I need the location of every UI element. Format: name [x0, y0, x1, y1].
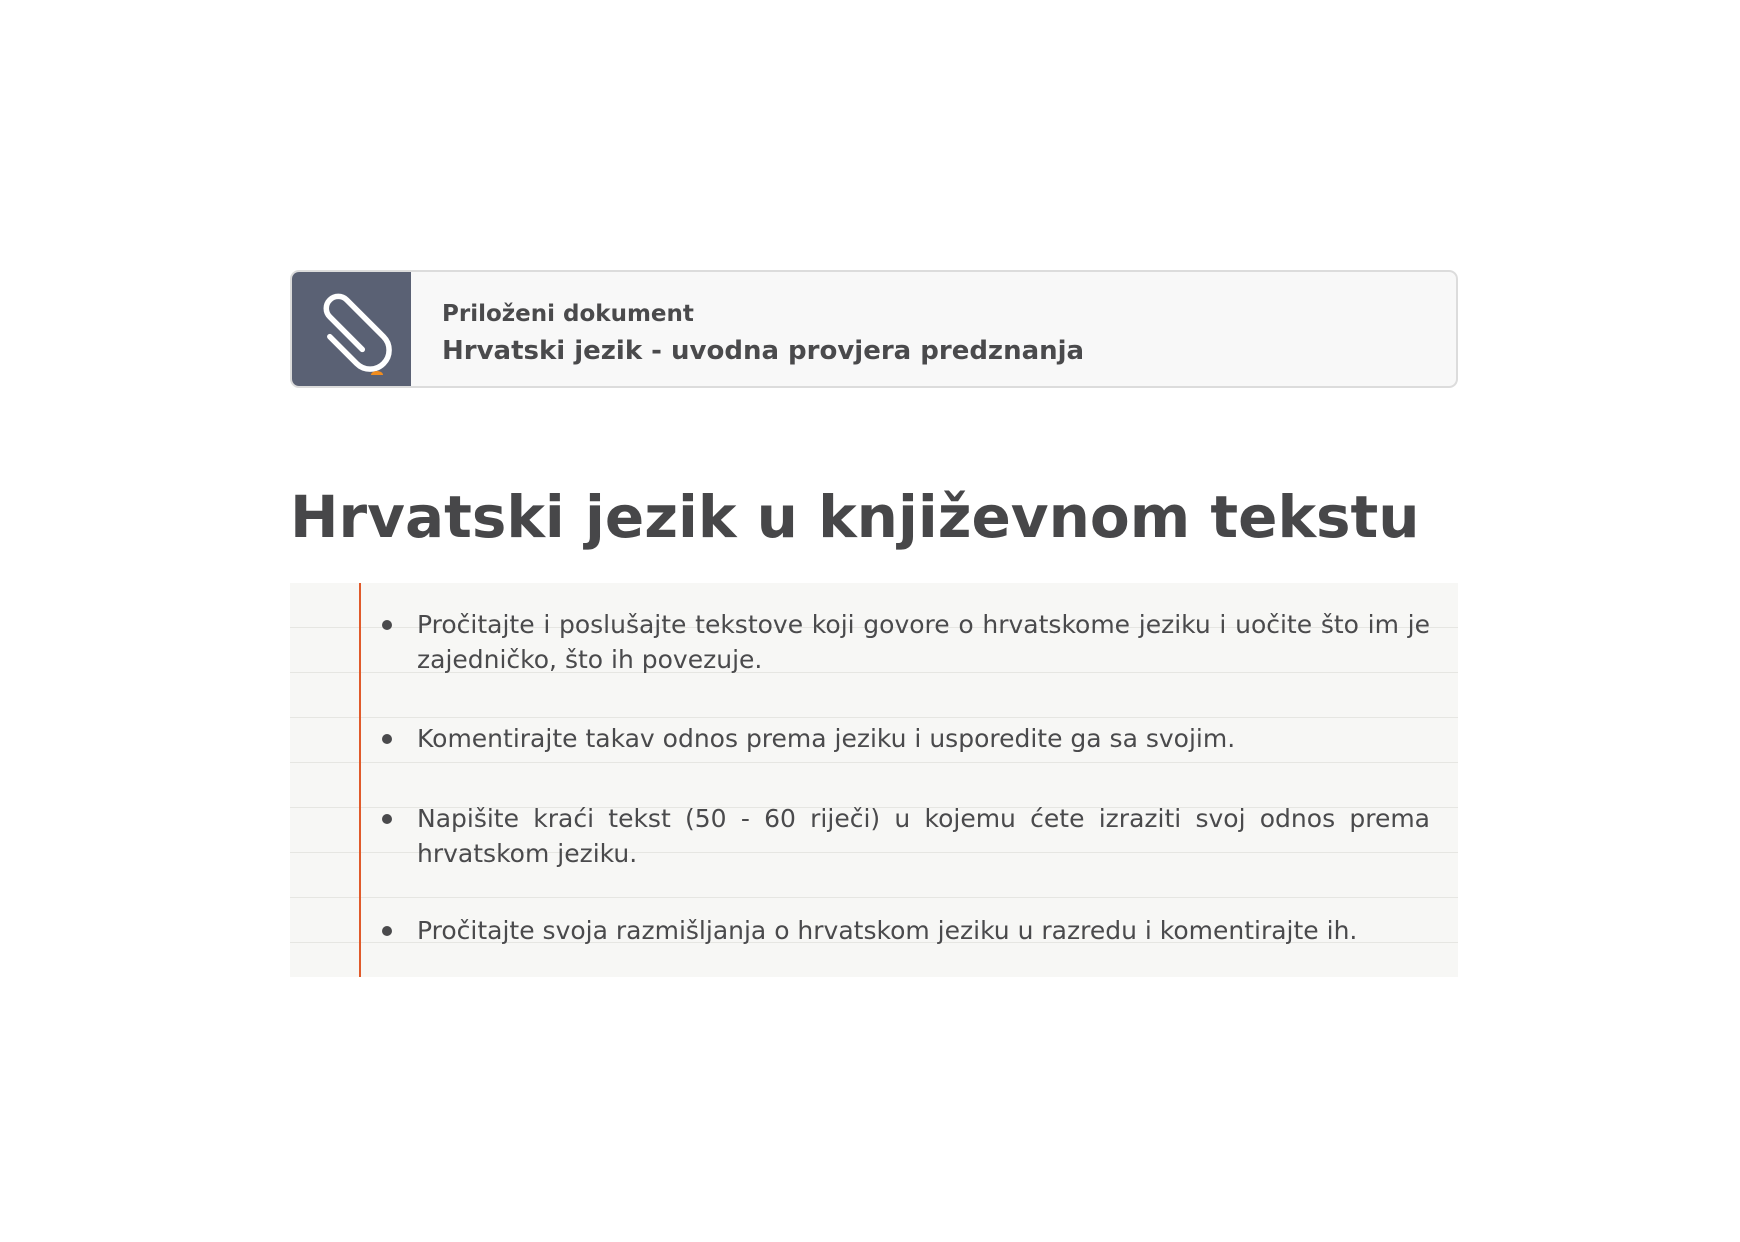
- bullet-icon: [382, 926, 392, 936]
- lined-notebook-panel: [290, 583, 1458, 977]
- attachment-document-title[interactable]: Hrvatski jezik - uvodna provjera predznanja: [442, 336, 1085, 366]
- bullet-icon: [382, 814, 392, 824]
- bullet-icon: [382, 734, 392, 744]
- attachment-label: Priloženi dokument: [442, 301, 694, 327]
- task-list-item: [417, 801, 1430, 871]
- task-list-item: [417, 607, 1430, 677]
- task-text: Napišite kraći tekst (50 - 60 riječi) u kojemu ćete izraziti svoj odnos prema hrvatskom jeziku.: [417, 804, 1430, 868]
- task-text: Pročitajte i poslušajte tekstove koji govore o hrvatskome jeziku i uočite što im je zajedničko, što ih povezuje.: [417, 610, 1430, 674]
- attachment-icon-box: [292, 272, 411, 386]
- task-list-item: [417, 913, 1430, 948]
- bullet-icon: [382, 620, 392, 630]
- task-text: Pročitajte svoja razmišljanja o hrvatskom jeziku u razredu i komentirajte ih.: [417, 916, 1358, 945]
- task-list-item: [417, 721, 1430, 756]
- paperclip-icon: [292, 272, 411, 388]
- attached-document-card[interactable]: [290, 270, 1458, 388]
- page-title: Hrvatski jezik u književnom tekstu: [290, 483, 1420, 551]
- notebook-margin-line: [359, 583, 361, 977]
- task-text: Komentirajte takav odnos prema jeziku i usporedite ga sa svojim.: [417, 724, 1236, 753]
